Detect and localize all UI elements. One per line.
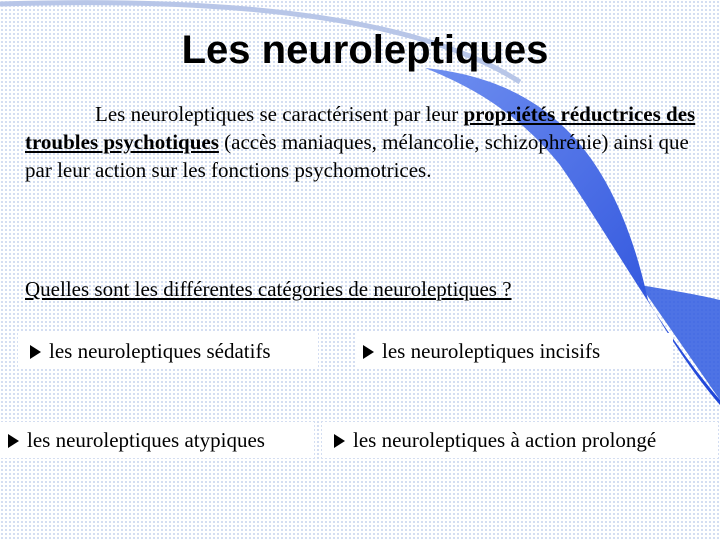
question-text: Quelles sont les différentes catégories de neuroleptiques ? <box>25 277 512 301</box>
page-title: Les neuroleptiques <box>181 28 549 72</box>
paragraph-emphasis: propriétés réductrices des troubles psychotiques <box>25 102 696 154</box>
paragraph-intro: Les neuroleptiques se caractérisent par leur <box>95 102 464 126</box>
arrow-bullet-icon <box>334 434 345 448</box>
paragraph-rest: (accès maniaques, mélancolie, schizophrénie) ainsi que par leur action sur les fonctions psychomotrices. <box>25 130 689 182</box>
category-box-action-prolongee <box>322 422 718 458</box>
category-label: les neuroleptiques atypiques <box>27 428 265 452</box>
category-label: les neuroleptiques sédatifs <box>49 339 271 363</box>
arrow-bullet-icon <box>30 345 41 359</box>
category-box-atypiques <box>0 422 314 458</box>
arrow-bullet-icon <box>8 434 19 448</box>
category-label: les neuroleptiques incisifs <box>382 339 601 363</box>
arrow-bullet-icon <box>363 345 374 359</box>
definition-paragraph <box>25 100 700 184</box>
category-label: les neuroleptiques à action prolongé <box>353 428 657 452</box>
category-box-sedatifs <box>18 333 318 369</box>
category-box-incisifs <box>355 333 673 369</box>
